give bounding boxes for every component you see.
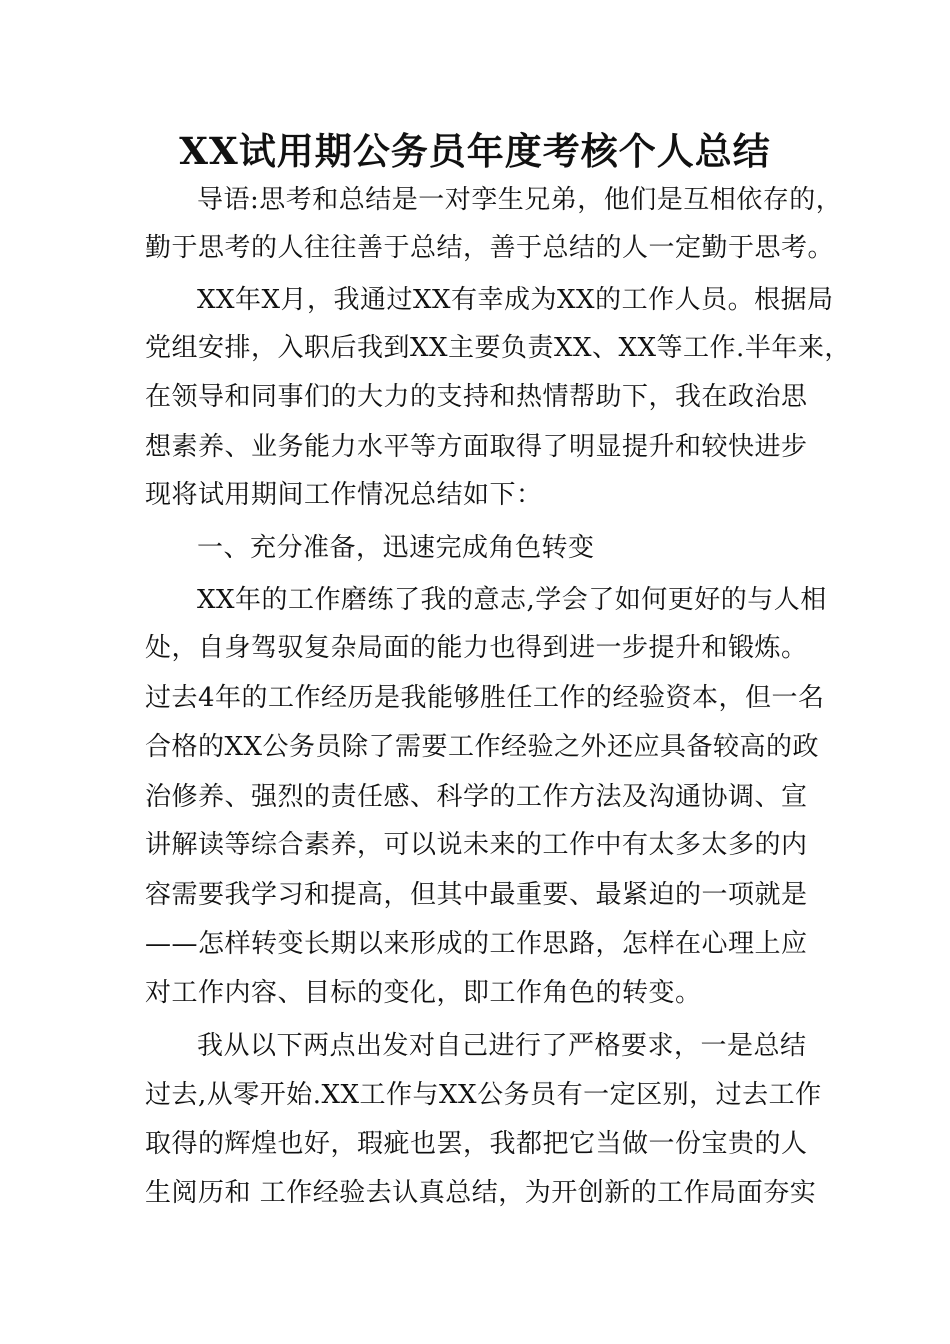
paragraph-line: 讲解读等综合素养，可以说未来的工作中有太多太多的内 bbox=[145, 830, 808, 860]
paragraph-line: 合格的XX公务员除了需要工作经验之外还应具备较高的政 bbox=[145, 732, 820, 762]
paragraph-line: 过去,从零开始.XX工作与XX公务员有一定区别，过去工作 bbox=[145, 1080, 822, 1110]
document-title: XX试用期公务员年度考核个人总结 bbox=[179, 129, 771, 173]
paragraph-line: XX年X月，我通过XX有幸成为XX的工作人员。根据局 bbox=[197, 285, 834, 315]
paragraph-line: 导语:思考和总结是一对孪生兄弟，他们是互相依存的， bbox=[197, 185, 843, 215]
paragraph-line: XX年的工作磨练了我的意志,学会了如何更好的与人相 bbox=[197, 585, 827, 615]
paragraph-line: 在领导和同事们的大力的支持和热情帮助下，我在政治思 bbox=[145, 382, 808, 412]
paragraph-line: 我从以下两点出发对自己进行了严格要求，一是总结 bbox=[197, 1031, 807, 1061]
paragraph-line: 过去4年的工作经历是我能够胜任工作的经验资本，但一名 bbox=[145, 683, 825, 713]
paragraph-line: 治修养、强烈的责任感、科学的工作方法及沟通协调、宣 bbox=[145, 782, 808, 812]
paragraph-line: 党组安排，入职后我到XX主要负责XX、XX等工作.半年来， bbox=[145, 333, 851, 363]
paragraph-line: 处，自身驾驭复杂局面的能力也得到进一步提升和锻炼。 bbox=[145, 633, 808, 663]
section-heading: 一、充分准备，迅速完成角色转变 bbox=[197, 533, 595, 563]
paragraph-line: 对工作内容、目标的变化，即工作角色的转变。 bbox=[145, 978, 702, 1008]
paragraph-line: 容需要我学习和提高，但其中最重要、最紧迫的一项就是 bbox=[145, 880, 808, 910]
paragraph-line: 现将试用期间工作情况总结如下： bbox=[145, 480, 543, 510]
paragraph-line: 生阅历和 工作经验去认真总结，为开创新的工作局面夯实 bbox=[145, 1178, 817, 1208]
paragraph-line: 勤于思考的人往往善于总结，善于总结的人一定勤于思考。 bbox=[145, 233, 835, 263]
paragraph-line: 取得的辉煌也好，瑕疵也罢，我都把它当做一份宝贵的人 bbox=[145, 1129, 808, 1159]
paragraph-line: 想素养、业务能力水平等方面取得了明显提升和较快进步 bbox=[145, 432, 808, 462]
paragraph-line: ——怎样转变长期以来形成的工作思路，怎样在心理上应 bbox=[145, 929, 808, 959]
